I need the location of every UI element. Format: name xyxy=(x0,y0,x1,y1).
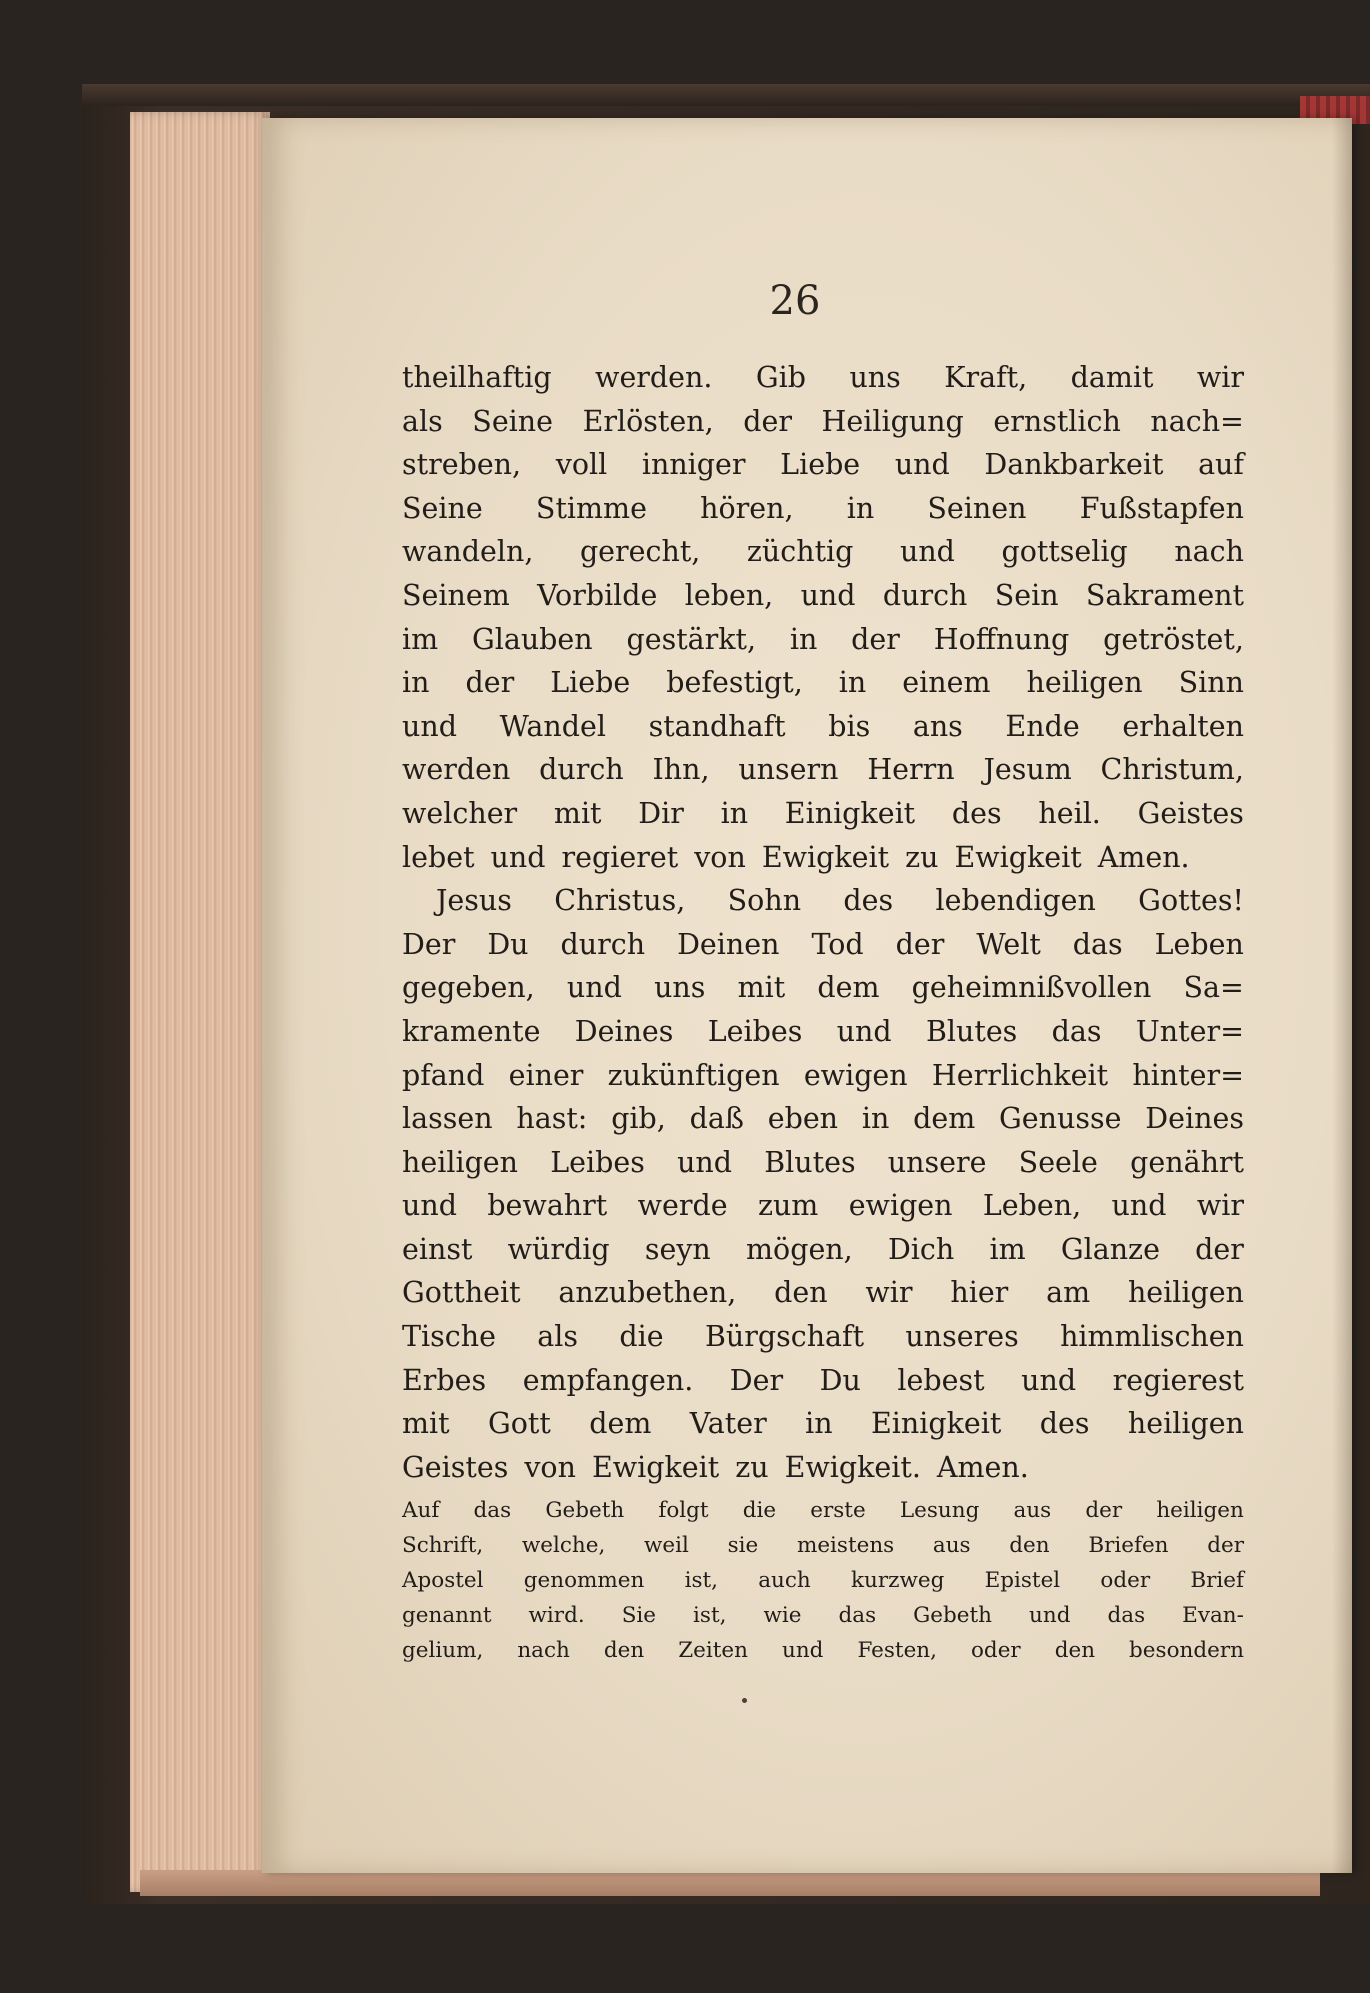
word: Seele xyxy=(1018,1145,1098,1179)
text-line xyxy=(402,879,1244,923)
word: wir xyxy=(865,1276,913,1310)
word: geheimnißvollen xyxy=(911,971,1152,1005)
word: Fußstapfen xyxy=(1079,491,1244,525)
word: die xyxy=(619,1320,664,1354)
text-line xyxy=(402,1315,1244,1359)
note-word: Gebeth xyxy=(913,1603,992,1629)
word: werde xyxy=(637,1189,728,1223)
note-word: die xyxy=(742,1498,777,1524)
word: heiligen xyxy=(1026,666,1143,700)
word: Heiligung xyxy=(821,404,964,438)
word: am xyxy=(1046,1276,1091,1310)
word: Seine xyxy=(402,491,483,525)
word: einem xyxy=(902,666,991,700)
word: hier xyxy=(950,1276,1009,1310)
word: hinter= xyxy=(1132,1058,1244,1092)
word: mit xyxy=(737,971,786,1005)
word: im xyxy=(989,1232,1026,1266)
word: Herrlichkeit xyxy=(931,1058,1109,1092)
word: als xyxy=(537,1320,579,1354)
word: einer xyxy=(508,1058,584,1092)
text-line xyxy=(402,792,1244,836)
word: in xyxy=(861,1102,890,1136)
note-word: den xyxy=(1009,1533,1050,1559)
word: und xyxy=(800,578,856,612)
word: seyn xyxy=(644,1232,711,1266)
note-word: Brief xyxy=(1190,1568,1244,1594)
word: Ewigkeit. xyxy=(784,1450,921,1484)
word: Ewigkeit xyxy=(761,840,890,874)
word: Glanze xyxy=(1060,1232,1160,1266)
word: voll xyxy=(555,448,608,482)
note-word: der xyxy=(1085,1498,1123,1524)
note-word: genannt xyxy=(402,1603,492,1629)
book-top-edge xyxy=(82,84,1370,106)
word: unsere xyxy=(887,1145,987,1179)
note-word: der xyxy=(1207,1533,1244,1559)
word: regieret xyxy=(561,840,679,874)
text-line xyxy=(402,530,1244,574)
word: Tische xyxy=(402,1320,496,1354)
note-word: nach xyxy=(517,1638,570,1664)
word: Gib xyxy=(755,361,807,394)
page-gutter-shadow xyxy=(1332,118,1352,1873)
word: werden. xyxy=(595,361,713,394)
note-word: oder xyxy=(1100,1568,1151,1594)
word: mögen, xyxy=(746,1232,853,1266)
word: Dir xyxy=(638,796,684,830)
text-line xyxy=(402,1054,1244,1098)
note-word: aus xyxy=(1013,1498,1052,1524)
word: des xyxy=(1039,1407,1090,1441)
word: Ewigkeit xyxy=(591,1450,720,1484)
text-line xyxy=(402,748,1244,792)
word: der xyxy=(851,622,900,656)
note-word: meistens xyxy=(796,1533,895,1559)
word: Ende xyxy=(1005,709,1080,743)
word: durch xyxy=(539,753,624,787)
word: Welt xyxy=(976,927,1041,961)
note-word: aus xyxy=(932,1533,971,1559)
word: Glauben xyxy=(471,622,593,656)
word: Einigkeit xyxy=(784,796,916,830)
word: ans xyxy=(912,709,963,743)
page-leaves-edge xyxy=(130,112,270,1892)
word: das xyxy=(1072,927,1123,961)
word: Ewigkeit xyxy=(954,840,1082,874)
note-word: oder xyxy=(970,1638,1021,1664)
word: und xyxy=(402,709,457,743)
word: zukünftigen xyxy=(607,1058,780,1092)
word: in xyxy=(838,666,867,700)
word: durch xyxy=(560,927,646,961)
word: Unter= xyxy=(1135,1014,1244,1048)
note-word: Apostel xyxy=(402,1568,484,1594)
word: Du xyxy=(487,927,529,961)
word: Herrn xyxy=(867,753,955,787)
note-line xyxy=(402,1633,1244,1668)
word: heiligen xyxy=(402,1145,519,1179)
word: gib, xyxy=(611,1102,666,1136)
word: wir xyxy=(1196,361,1244,394)
note-line xyxy=(402,1598,1244,1633)
word: und xyxy=(1021,1363,1077,1397)
word: und xyxy=(1111,1189,1167,1223)
word: des xyxy=(843,884,894,918)
word: erhalten xyxy=(1122,709,1244,743)
word: unseres xyxy=(905,1320,1019,1354)
word: Erbes xyxy=(402,1363,487,1397)
word: ewigen xyxy=(803,1058,908,1092)
word: Kraft, xyxy=(944,361,1028,394)
word: kramente xyxy=(402,1014,541,1048)
word: Christus, xyxy=(554,884,686,918)
word: Geistes xyxy=(402,1450,509,1484)
text-line xyxy=(402,1446,1244,1490)
text-line xyxy=(402,400,1244,444)
word: einst xyxy=(402,1232,473,1266)
word: gestärkt, xyxy=(626,622,757,656)
word: in xyxy=(846,491,875,525)
note-word: Festen, xyxy=(857,1638,937,1664)
text-line xyxy=(402,1010,1244,1054)
note-word: Auf xyxy=(402,1498,440,1524)
word: auf xyxy=(1198,448,1244,482)
word: lebest xyxy=(897,1363,985,1397)
word: Sakrament xyxy=(1085,578,1244,612)
note-word: Gebeth xyxy=(545,1498,625,1524)
word: Gottes! xyxy=(1138,884,1244,918)
word: würdig xyxy=(507,1232,610,1266)
word: das xyxy=(1051,1014,1102,1048)
word: zum xyxy=(757,1189,819,1223)
word: Der xyxy=(402,927,456,961)
word: Leben xyxy=(1154,927,1244,961)
word: in xyxy=(805,1407,833,1441)
word: Geistes xyxy=(1137,796,1244,830)
word: anzubethen, xyxy=(558,1276,737,1310)
note-word: ist, xyxy=(693,1603,727,1629)
word: lassen xyxy=(402,1102,493,1136)
word: zu xyxy=(905,840,939,874)
word: empfangen. xyxy=(522,1363,694,1397)
note-word: welche, xyxy=(521,1533,606,1559)
note-word: wie xyxy=(763,1603,802,1629)
word: den xyxy=(774,1276,828,1310)
word: nach= xyxy=(1150,404,1244,438)
text-line xyxy=(402,487,1244,531)
word: himmlischen xyxy=(1060,1320,1244,1354)
word: und xyxy=(402,1189,457,1223)
word: als xyxy=(402,404,443,438)
word: in xyxy=(720,796,749,830)
note-line xyxy=(402,1493,1244,1528)
word: Sinn xyxy=(1178,666,1244,700)
word: streben, xyxy=(402,448,522,482)
note-word: folgt xyxy=(658,1498,709,1524)
word: Wandel xyxy=(499,709,606,743)
word: dem xyxy=(589,1407,652,1441)
word: des xyxy=(951,796,1002,830)
word: gerecht, xyxy=(579,535,701,569)
word: der xyxy=(895,927,945,961)
word: wir xyxy=(1196,1189,1244,1223)
text-line xyxy=(402,1097,1244,1141)
word: Seine xyxy=(472,404,554,438)
word: hören, xyxy=(700,491,794,525)
word: heil. xyxy=(1038,796,1101,830)
word: und xyxy=(836,1014,892,1048)
word: Stimme xyxy=(535,491,647,525)
note-word: Epistel xyxy=(984,1568,1061,1594)
word: Amen. xyxy=(936,1450,1029,1484)
word: mit xyxy=(553,796,602,830)
word: lebet xyxy=(402,840,475,874)
word: Sohn xyxy=(727,884,802,918)
word: der xyxy=(465,666,515,700)
word: damit xyxy=(1070,361,1154,394)
text-line xyxy=(402,661,1244,705)
text-line xyxy=(402,618,1244,662)
text-line xyxy=(402,1271,1244,1315)
note-word: kurzweg xyxy=(850,1568,945,1594)
word: Du xyxy=(819,1363,861,1397)
word: Blutes xyxy=(925,1014,1018,1048)
text-line xyxy=(402,443,1244,487)
note-word: weil xyxy=(644,1533,689,1559)
word: bewahrt xyxy=(487,1189,608,1223)
text-line xyxy=(402,1228,1244,1272)
text-line xyxy=(402,1184,1244,1228)
word: uns xyxy=(849,361,901,394)
word: gottselig xyxy=(1001,535,1128,569)
word: pfand xyxy=(402,1058,485,1092)
page-number: 26 xyxy=(769,278,821,324)
text-line xyxy=(402,966,1244,1010)
word: ewigen xyxy=(848,1189,953,1223)
body-text xyxy=(402,356,1244,1668)
note-word: besondern xyxy=(1129,1638,1244,1664)
word: Leibes xyxy=(707,1014,803,1048)
note-word: Lesung xyxy=(899,1498,980,1524)
word: der xyxy=(743,404,792,438)
word: Hoffnung xyxy=(933,622,1070,656)
page-leaves-bottom xyxy=(140,1870,1320,1896)
word: in xyxy=(402,666,430,700)
word: Seinem xyxy=(402,578,510,612)
word: Liebe xyxy=(550,666,631,700)
word: Ihn, xyxy=(652,753,710,787)
word: gegeben, xyxy=(402,971,535,1005)
word: Einigkeit xyxy=(871,1407,1002,1441)
word: und xyxy=(677,1145,733,1179)
word: dem xyxy=(817,971,880,1005)
note-word: das xyxy=(473,1498,512,1524)
word: befestigt, xyxy=(666,666,803,700)
word: Der xyxy=(729,1363,784,1397)
word: werden xyxy=(402,753,511,787)
word: Deines xyxy=(574,1014,674,1048)
word: Leben, xyxy=(982,1189,1082,1223)
word: und xyxy=(566,971,622,1005)
note-word: Schrift, xyxy=(402,1533,484,1559)
word: zu xyxy=(735,1450,769,1484)
word: Jesum xyxy=(983,753,1072,787)
text-line xyxy=(402,923,1244,967)
note-word: wird. xyxy=(528,1603,585,1629)
text-line xyxy=(402,1402,1244,1446)
word: und xyxy=(490,840,546,874)
word: inniger xyxy=(641,448,746,482)
word: und xyxy=(899,535,955,569)
word: lebendigen xyxy=(935,884,1096,918)
note-word: den xyxy=(603,1638,645,1664)
note-line xyxy=(402,1528,1244,1563)
word: Seinen xyxy=(927,491,1027,525)
note-word: heiligen xyxy=(1156,1498,1244,1524)
text-line xyxy=(402,836,1244,880)
word: uns xyxy=(654,971,706,1005)
word: heiligen xyxy=(1127,1407,1244,1441)
word: Tod xyxy=(811,927,864,961)
note-word: gelium, xyxy=(402,1638,484,1664)
text-line xyxy=(402,1359,1244,1403)
word: welcher xyxy=(402,796,518,830)
word: Amen. xyxy=(1097,840,1190,874)
word: Leibes xyxy=(550,1145,645,1179)
word: theilhaftig xyxy=(402,361,552,394)
main-paragraphs xyxy=(402,356,1244,1489)
word: daß xyxy=(689,1102,744,1136)
word: von xyxy=(524,1450,576,1484)
text-line xyxy=(402,1141,1244,1185)
note-word: auch xyxy=(758,1568,811,1594)
word: Sein xyxy=(994,578,1059,612)
word: hast: xyxy=(516,1102,588,1136)
word: in xyxy=(789,622,818,656)
note-word: sie xyxy=(727,1533,759,1559)
note-word: das xyxy=(1107,1603,1146,1629)
note-word: das xyxy=(838,1603,877,1629)
book-page xyxy=(262,118,1352,1873)
word: Bürgschaft xyxy=(704,1320,865,1354)
word: züchtig xyxy=(746,535,854,569)
note-word: Evan- xyxy=(1182,1603,1244,1629)
word: der xyxy=(1195,1232,1244,1266)
note-word: und xyxy=(1029,1603,1071,1629)
word: Dankbarkeit xyxy=(984,448,1164,482)
word: nach xyxy=(1174,535,1244,569)
word: Gott xyxy=(488,1407,551,1441)
note-line xyxy=(402,1563,1244,1598)
ink-dot xyxy=(742,1698,747,1703)
note-word: Sie xyxy=(621,1603,657,1629)
word: Sa= xyxy=(1183,971,1244,1005)
text-line xyxy=(402,705,1244,749)
note-word: und xyxy=(781,1638,824,1664)
word: standhaft xyxy=(648,709,786,743)
text-line xyxy=(402,574,1244,618)
word: Erlösten, xyxy=(582,404,714,438)
note-word: genommen xyxy=(523,1568,645,1594)
note-word: den xyxy=(1054,1638,1096,1664)
word: Vater xyxy=(689,1407,767,1441)
word: Deines xyxy=(1145,1102,1244,1136)
note-word: Zeiten xyxy=(678,1638,748,1664)
word: wandeln, xyxy=(402,535,534,569)
word: Jesus xyxy=(436,884,512,918)
note-word: ist, xyxy=(684,1568,718,1594)
word: im xyxy=(402,622,439,656)
word: mit xyxy=(402,1407,450,1441)
word: und xyxy=(894,448,950,482)
word: von xyxy=(694,840,746,874)
word: heiligen xyxy=(1127,1276,1244,1310)
word: Blutes xyxy=(764,1145,856,1179)
word: Vorbilde xyxy=(537,578,658,612)
word: Deinen xyxy=(677,927,780,961)
word: genährt xyxy=(1130,1145,1244,1179)
word: ernstlich xyxy=(993,404,1121,438)
word: bis xyxy=(828,709,871,743)
text-line xyxy=(402,356,1244,400)
word: Gottheit xyxy=(402,1276,521,1310)
word: getröstet, xyxy=(1103,622,1244,656)
word: regierest xyxy=(1112,1363,1244,1397)
word: leben, xyxy=(684,578,774,612)
word: Christum, xyxy=(1100,753,1244,787)
word: dem xyxy=(913,1102,976,1136)
word: Dich xyxy=(887,1232,955,1266)
word: durch xyxy=(882,578,968,612)
word: Genusse xyxy=(999,1102,1122,1136)
note-word: erste xyxy=(810,1498,866,1524)
note-word: Briefen xyxy=(1088,1533,1169,1559)
word: eben xyxy=(767,1102,839,1136)
footnote-paragraph xyxy=(402,1493,1244,1668)
word: Liebe xyxy=(780,448,861,482)
word: unsern xyxy=(738,753,839,787)
